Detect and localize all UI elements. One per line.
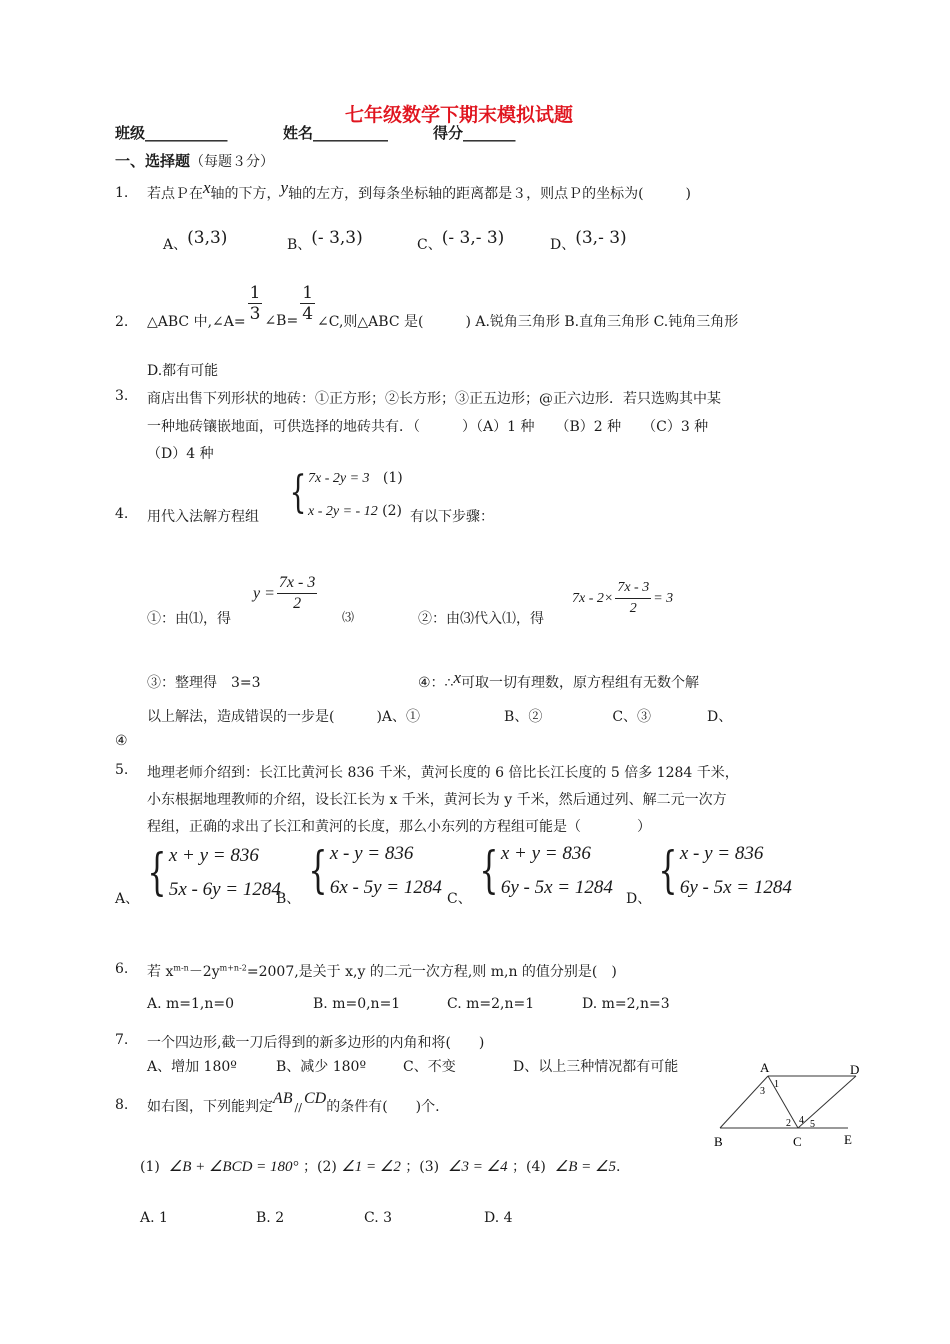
q1-option-a [163,228,227,254]
q4-step1-label: ①：由⑴，得 [147,611,231,627]
q3-number: 3. [115,388,129,404]
step4-var-x: x [453,668,462,687]
angle-2-label: 2 [786,1118,791,1129]
q7-number: 7. [115,1032,129,1048]
q1-option-b [287,228,363,254]
equation: x - 2y = - 12 [308,504,378,519]
equation: 6y - 5x = 1284 [500,877,613,898]
equation: x - y = 836 [329,843,414,864]
denominator: 2 [293,595,302,612]
q7-option-c: C、不变 [403,1059,456,1075]
q5-line2: 小东根据地理教师的介绍，设长江长为 x 千米，黄河长为 y 千米，然后通过列、解二元一次方 [147,792,727,808]
q8-c-end: . [615,1159,621,1175]
q8-c2-tag: ；(2) [303,1159,337,1175]
q8-option-c: C. 3 [364,1210,393,1226]
equation: 6x - 5y = 1284 [329,877,442,898]
q3-line2: 一种地砖镶嵌地面，可供选择的地砖共有．（ ）（A）1 种 （B）2 种 （C）3 种 [147,419,709,435]
angle-5-label: 5 [810,1119,815,1130]
option-equations [169,845,281,901]
q6-text-c: =2007,是关于 x,y 的二元一次方程,则 m,n 的值分别是( ) [246,964,617,980]
q5-option-d [652,843,792,899]
q3-line1: 商店出售下列形状的地砖：①正方形；②长方形；③正五边形；@正六边形．若只选购其中某 [147,391,721,407]
q2-number: 2. [115,314,129,330]
q6-exponent-1: m-n [173,963,189,973]
point-b-label: B [714,1134,723,1149]
q7-option-b: B、减少 180º [276,1059,367,1075]
q8-text-b: 的条件有( )个. [326,1099,440,1115]
q4-question: 以上解法，造成错误的一步是( )A、① B、② C、③ D、 [147,709,733,725]
q4-equation-system [284,467,403,520]
point-c-label: C [793,1134,802,1149]
q6-option-d: D. m=2,n=3 [582,996,670,1012]
option-equations [680,843,792,899]
section-note: （每题３分） [190,154,275,170]
q4-text-a: 用代入法解方程组 [147,509,259,525]
point-d-label: D [850,1062,860,1077]
q1-option-label: D、 [550,237,576,253]
q5-option-d-label: D、 [626,891,652,907]
q4-text-b: 有以下步骤： [410,509,494,525]
page-title: 七年级数学下期末模拟试题 [345,104,574,126]
equation: 7x - 2y = 3 [308,471,370,486]
q6-option-c: C. m=2,n=1 [447,996,535,1012]
numerator: 1 [249,282,261,303]
q1-option-value: (- 3,3) [311,228,363,248]
q1-var-y: y [280,178,289,197]
q7-text: 一个四边形,截一刀后得到的新多边形的内角和将( ) [147,1035,485,1051]
q1-number: 1. [115,185,129,201]
q3-line3: （D）4 种 [147,446,214,462]
angle-3-label: 3 [760,1086,765,1097]
option-equations [501,843,613,899]
q6-option-a: A. m=1,n=0 [147,996,235,1012]
q7-option-a: A、增加 180º [147,1059,237,1075]
formula-fraction [615,578,651,619]
brace-icon: { [658,841,678,899]
q8-option-d: D. 4 [484,1210,513,1226]
q4-step1-tag: ⑶ [342,610,355,624]
q2-text-a: △ABC 中,∠A= [147,314,246,330]
q5-line1: 地理老师介绍到：长江比黄河长 836 千米，黄河长度的 6 倍比长江长度的 5 倍多 1284 千米， [147,765,739,781]
brace-icon: { [308,841,328,899]
q6-text [147,961,617,981]
q1-text-a: 若点Ｐ在 [147,186,203,202]
equation: 5x - 6y = 1284 [168,879,281,900]
option-equations [330,843,442,899]
point-e-label: E [844,1132,852,1147]
q1-option-label: B、 [287,237,312,253]
equation: 6y - 5x = 1284 [679,877,792,898]
q1-option-value: (3,3) [187,228,228,248]
q6-exponent-2: m+n-2 [219,963,247,973]
q8-text [147,1090,440,1116]
q8-condition-1: ∠B + ∠BCD = 180° [168,1159,299,1175]
step4-text-b: 可取一切有理数，原方程组有无数个解 [461,675,700,691]
q2-text-c: ∠C,则△ABC 是( ) A.锐角三角形 B.直角三角形 C.钝角三角形 [317,314,739,330]
q1-option-label: A、 [163,237,188,253]
q1-option-d [550,228,627,254]
denominator: 2 [629,601,637,616]
q1-option-label: C、 [417,237,442,253]
angle-4-label: 4 [799,1115,804,1126]
q1-option-value: (3,- 3) [575,228,627,248]
q1-text-b: 轴的下方， [210,186,281,202]
denominator: 4 [302,303,314,324]
q4-step3: ③：整理得 3=3 [147,675,261,691]
q2-line2: D.都有可能 [147,363,219,379]
equation: x - y = 836 [679,843,764,864]
equation-tag: (1) [382,470,403,486]
q2-text-b: ∠B= [264,313,299,329]
q4-number: 4. [115,506,129,522]
segment-cd [798,1076,856,1128]
q8-conditions [140,1156,620,1176]
q1-option-c [417,228,504,254]
q4-step2-formula [572,578,673,619]
q8-option-b: B. 2 [256,1210,285,1226]
class-field: 班级___________ [115,124,228,142]
brace-icon: { [289,467,307,518]
q8-segment-cd: CD [303,1090,327,1107]
q8-text-a: 如右图，下列能判定 [147,1099,273,1115]
q5-line3: 程组，正确的求出了长江和黄河的长度，那么小东列的方程组可能是（ ） [147,819,651,835]
q5-option-c [473,843,613,899]
q8-option-a: A. 1 [140,1210,168,1226]
q4-step1-formula [253,573,319,614]
numerator: 1 [302,282,314,303]
equation: x + y = 836 [500,843,591,864]
name-field: 姓名__________ [283,124,389,142]
q4-eq2 [308,503,403,520]
q1-var-x: x [203,178,211,197]
q7-option-d: D、以上三种情况都有可能 [513,1059,679,1075]
q8-condition-4: ∠B = ∠5 [554,1159,616,1175]
equation: x + y = 836 [168,845,259,866]
q5-option-c-label: C、 [447,891,472,907]
q8-c1-tag: (1) [140,1159,160,1175]
q8-number: 8. [115,1097,129,1113]
numerator: 7x - 3 [615,578,651,599]
q5-option-b [302,843,442,899]
equation-tag: (2) [382,503,402,519]
q2-fraction-b [300,283,315,324]
q2-fraction-a [248,283,263,324]
formula-lhs: 7x - 2× [572,590,614,606]
q1-option-value: (- 3,- 3) [441,228,505,248]
point-a-label: A [760,1060,770,1075]
q2-text [147,282,738,342]
q8-condition-3: ∠3 = ∠4 [448,1159,508,1175]
q5-option-b-label: B、 [276,891,301,907]
geometry-figure [700,1058,870,1158]
score-field: 得分_______ [433,124,516,142]
q5-option-a [141,845,281,901]
angle-1-label: 1 [774,1079,779,1090]
q4-step2-label: ②：由⑶代入⑴，得 [418,611,544,627]
numerator: 7x - 3 [277,573,317,594]
brace-icon: { [479,841,499,899]
q4-equations [308,470,403,520]
q1-text [147,178,691,203]
q4-eq1 [308,470,403,487]
q6-text-a: 若 x [147,964,174,980]
denominator: 3 [249,303,261,324]
section-title: 一、选择题 [115,152,191,170]
q1-text-c: 轴的左方，到每条坐标轴的距离都是３，则点Ｐ的坐标为( ) [288,186,692,202]
q4-step4 [418,668,699,692]
q8-c4-tag: ；(4) [512,1159,546,1175]
q6-text-b: －2y [188,964,220,980]
q6-number: 6. [115,961,129,977]
q5-option-a-label: A、 [115,891,140,907]
q8-condition-2: ∠1 = ∠2 [341,1159,401,1175]
segment-ac [768,1076,798,1128]
formula-rhs: = 3 [653,590,674,606]
parallel-icon: // [294,1101,302,1114]
q8-c3-tag: ；(3) [405,1159,440,1175]
q4-question-d: ④ [115,733,128,749]
q5-number: 5. [115,762,129,778]
section-heading [115,150,274,171]
brace-icon: { [147,843,167,901]
formula-lhs: y = [253,584,275,602]
segment-ab [720,1076,768,1128]
formula-fraction [277,573,317,614]
step4-text-a: ④：∴ [418,675,454,691]
q6-option-b: B. m=0,n=1 [313,996,401,1012]
q8-segment-ab: AB [273,1090,293,1107]
